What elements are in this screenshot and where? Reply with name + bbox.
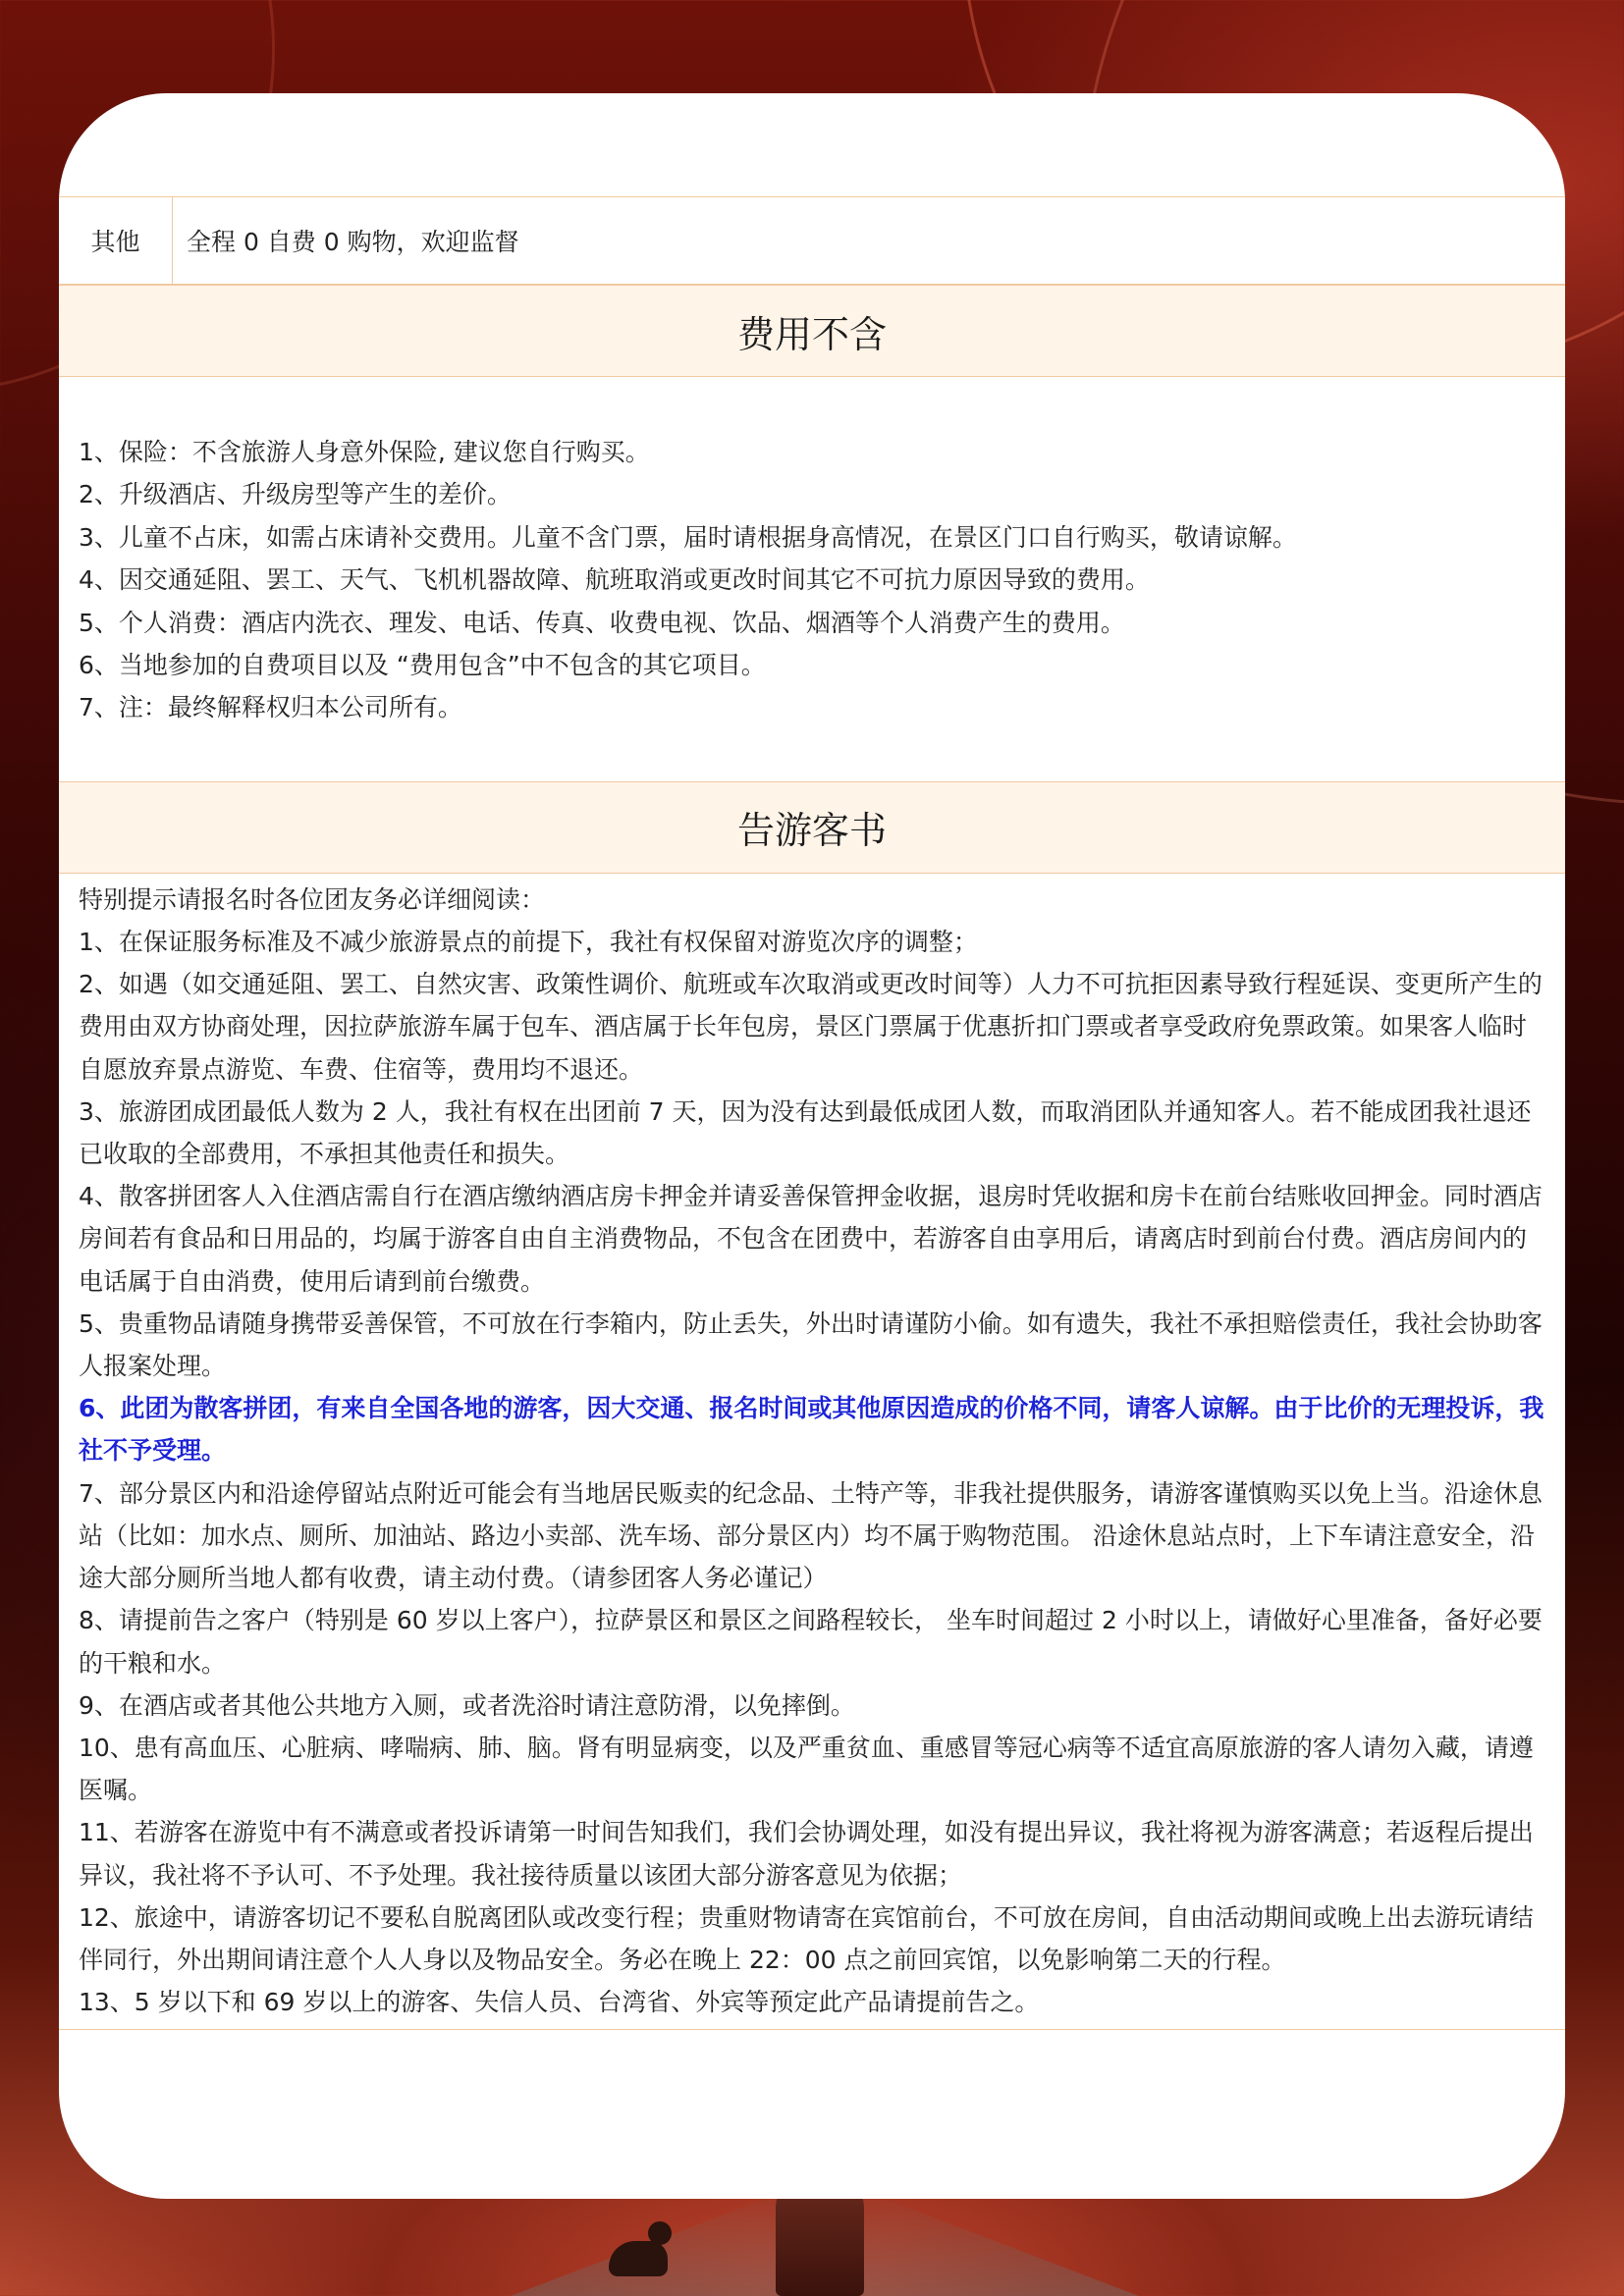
- exclusions-title: 费用不含: [59, 285, 1565, 377]
- highlighted-list-item: 6、此团为散客拼团，有来自全国各地的游客，因大交通、报名时间或其他原因造成的价格不同，请客人谅解。由于比价的无理投诉，我社不予受理。: [79, 1394, 1544, 1466]
- list-item: 7、部分景区内和沿途停留站点附近可能会有当地居民贩卖的纪念品、土特产等，非我社提供服务，请游客谨慎购买以免上当。沿途休息站（比如：加水点、厕所、加油站、路边小卖部、洗车场、部分景区内）均不属于购物范围。 沿途休息站点时，上下车请注意安全，沿途大部分厕所当地人都有收费，请主动付费。（请参团客人务必谨记）: [79, 1478, 1543, 1593]
- list-item: 4、因交通延阻、罢工、天气、飞机机器故障、航班取消或更改时间其它不可抗力原因导致的费用。: [79, 565, 1150, 595]
- list-item: 6、当地参加的自费项目以及 “费用包含”中不包含的其它项目。: [79, 651, 766, 680]
- other-row: [59, 196, 1565, 285]
- background-cat-silhouette: [609, 2241, 668, 2276]
- list-item: 4、散客拼团客人入住酒店需自行在酒店缴纳酒店房卡押金并请妥善保管押金收据，退房时凭收据和房卡在前台结账收回押金。同时酒店房间若有食品和日用品的，均属于游客自由自主消费物品，不包含在团费中，若游客自由享用后，请离店时到前台付费。酒店房间内的电话属于自由消费，使用后请到前台缴费。: [79, 1182, 1543, 1296]
- notice-list: [59, 874, 1565, 2030]
- list-item: 2、升级酒店、升级房型等产生的差价。: [79, 480, 512, 509]
- other-label: 其他: [59, 197, 173, 284]
- notice-intro: 特别提示请报名时各位团友务必详细阅读：: [79, 884, 546, 914]
- list-item: 3、旅游团成团最低人数为 2 人，我社有权在出团前 7 天，因为没有达到最低成团人数，而取消团队并通知客人。若不能成团我社退还已收取的全部费用，不承担其他责任和损失。: [79, 1096, 1532, 1169]
- list-item: 7、注：最终解释权归本公司所有。: [79, 693, 462, 722]
- list-item: 5、贵重物品请随身携带妥善保管，不可放在行李箱内，防止丢失，外出时请谨防小偷。如有遗失，我社不承担赔偿责任，我社会协助客人报案处理。: [79, 1308, 1543, 1381]
- list-item: 5、个人消费：酒店内洗衣、理发、电话、传真、收费电视、饮品、烟酒等个人消费产生的费用。: [79, 608, 1125, 637]
- exclusions-list: [59, 377, 1565, 781]
- list-item: 11、若游客在游览中有不满意或者投诉请第一时间告知我们，我们会协调处理，如没有提出异议，我社将视为游客满意；若返程后提出异议，我社将不予认可、不予处理。我社接待质量以该团大部分游客意见为依据；: [79, 1818, 1534, 1890]
- list-item: 1、保险：不含旅游人身意外保险, 建议您自行购买。: [79, 438, 650, 466]
- list-item: 13、5 岁以下和 69 岁以上的游客、失信人员、台湾省、外宾等预定此产品请提前告之。: [79, 1988, 1040, 2017]
- list-item: 1、在保证服务标准及不减少旅游景点的前提下，我社有权保留对游览次序的调整；: [79, 928, 978, 957]
- list-item: 10、患有高血压、心脏病、哮喘病、肺、脑。肾有明显病变，以及严重贫血、重感冒等冠心病等不适宜高原旅游的客人请勿入藏，请遵医嘱。: [79, 1733, 1534, 1805]
- list-item: 3、儿童不占床，如需占床请补交费用。儿童不含门票，届时请根据身高情况，在景区门口自行购买，敬请谅解。: [79, 522, 1297, 552]
- list-item: 9、在酒店或者其他公共地方入厕，或者洗浴时请注意防滑，以免摔倒。: [79, 1690, 855, 1720]
- document-content: [59, 196, 1565, 2030]
- other-value: 全程 0 自费 0 购物，欢迎监督: [187, 228, 519, 256]
- list-item: 2、如遇（如交通延阻、罢工、自然灾害、政策性调价、航班或车次取消或更改时间等）人力不可抗拒因素导致行程延误、变更所产生的费用由双方协商处理，因拉萨旅游车属于包车、酒店属于长年包房，景区门票属于优惠折扣门票或者享受政府免票政策。如果客人临时自愿放弃景点游览、车费、住宿等，费用均不退还。: [79, 970, 1543, 1084]
- list-item: 8、请提前告之客户（特别是 60 岁以上客户），拉萨景区和景区之间路程较长， 坐车时间超过 2 小时以上，请做好心里准备，备好必要的干粮和水。: [79, 1606, 1543, 1678]
- notice-title: 告游客书: [59, 781, 1565, 874]
- list-item: 12、旅途中，请游客切记不要私自脱离团队或改变行程；贵重财物请寄在宾馆前台，不可放在房间，自由活动期间或晚上出去游玩请结伴同行，外出期间请注意个人人身以及物品安全。务必在晚上 22：00 点之前回宾馆，以免影响第二天的行程。: [79, 1902, 1534, 1974]
